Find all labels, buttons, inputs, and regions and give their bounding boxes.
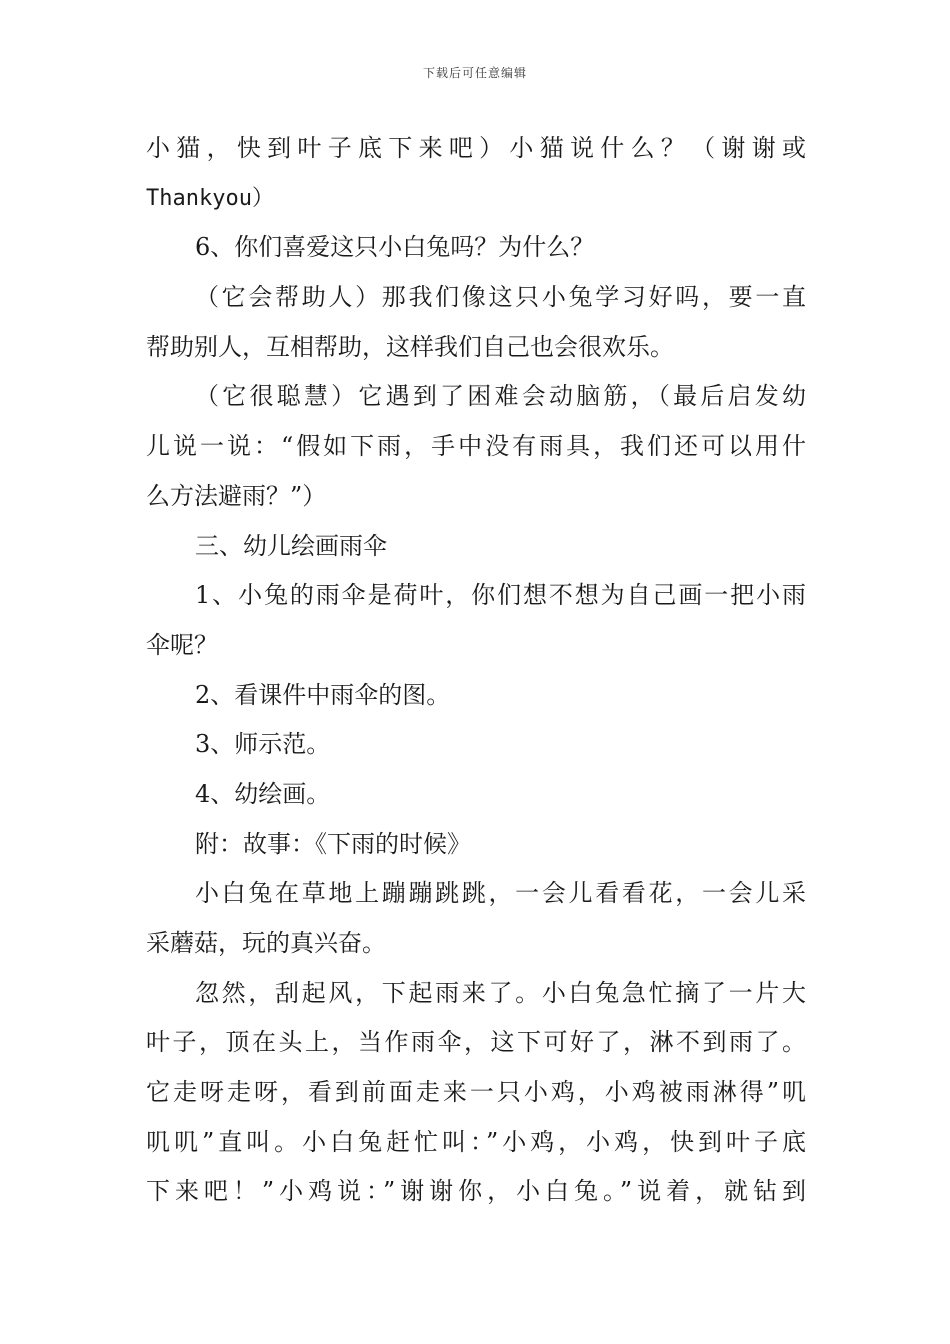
text-line: 忽然，刮起风，下起雨来了。小白兔急忙摘了一片大: [195, 978, 806, 1007]
text-line: （它会帮助人）那我们像这只小兔学习好吗，要一直: [195, 283, 806, 312]
story-title: 附：故事：《下雨的时候》: [195, 829, 471, 858]
text-line: 小白兔在草地上蹦蹦跳跳，一会儿看看花，一会儿采: [195, 879, 806, 908]
text-line: 么方法避雨？”）: [146, 481, 327, 510]
text-line: 伞呢？: [146, 630, 218, 659]
text-line: 下来吧！”小鸡说：”谢谢你，小白兔。”说着，就钻到: [146, 1177, 806, 1206]
text-line: （它很聪慧）它遇到了困难会动脑筋，（最后启发幼: [195, 382, 806, 411]
text-line: 叽叽”直叫。小白兔赶忙叫：”小鸡，小鸡，快到叶子底: [146, 1127, 806, 1156]
text-line: 儿说一说：“假如下雨，手中没有雨具，我们还可以用什: [146, 432, 806, 461]
text-line: 它走呀走呀，看到前面走来一只小鸡，小鸡被雨淋得”叽: [146, 1078, 806, 1107]
text-line: 帮助别人，互相帮助，这样我们自己也会很欢乐。: [146, 332, 674, 361]
text-line: 小猫，快到叶子底下来吧）小猫说什么？（谢谢或: [146, 134, 806, 162]
text-line: 6、你们喜爱这只小白兔吗？为什么？: [195, 233, 595, 262]
text-line: 采蘑菇，玩的真兴奋。: [146, 929, 386, 957]
text-line: 2、看课件中雨伞的图。: [195, 680, 451, 709]
text-line: 3、师示范。: [195, 730, 331, 759]
section-heading: 三、幼儿绘画雨伞: [195, 531, 387, 560]
text-line: 4、幼绘画。: [195, 779, 331, 808]
text-line: 1、小兔的雨伞是荷叶，你们想不想为自己画一把小雨: [195, 581, 806, 610]
text-line: 叶子，顶在头上，当作雨伞，这下可好了，淋不到雨了。: [146, 1028, 806, 1057]
document-body: [146, 124, 806, 1217]
page-header: 下载后可任意编辑: [422, 66, 527, 80]
text-line: Thankyou）: [146, 185, 274, 211]
